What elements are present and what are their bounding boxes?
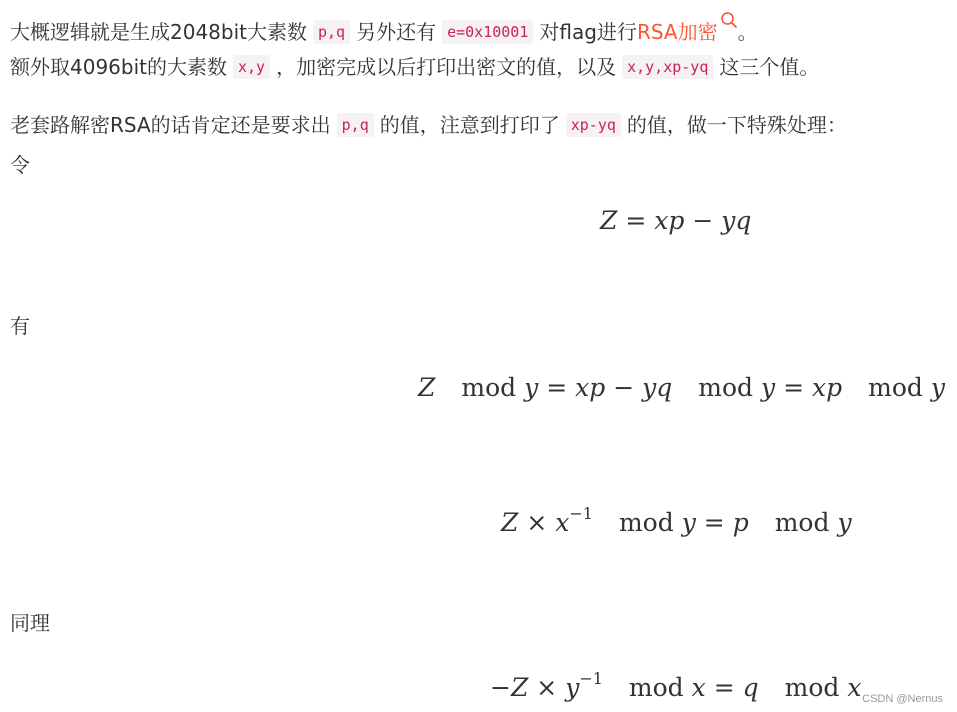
inline-code-xy: x,y: [233, 55, 270, 79]
p1-text-3: 对flag进行: [539, 20, 637, 44]
paragraph-2: [10, 47, 940, 87]
p3-text-1: 老套路解密RSA的话肯定还是要求出: [10, 113, 331, 137]
p2-text-2: ，加密完成以后打印出密文的值，以及: [276, 55, 617, 79]
paragraph-4: [10, 306, 940, 346]
watermark: CSDN @Nernus: [862, 693, 943, 705]
p1-text-2: 另外还有: [356, 20, 437, 44]
inline-code-e: e=0x10001: [442, 20, 533, 44]
paragraph-3: [10, 105, 940, 185]
p3-text-3: 的值，做一下特殊处理：: [626, 113, 847, 137]
inline-code-xy-xpyq: x,y,xp-yq: [622, 55, 713, 79]
p4-text: 有: [10, 314, 30, 338]
p5-text: 同理: [10, 611, 50, 635]
equation-3: $Z \times x^{-1}$ mod y = p mod y: [501, 504, 852, 537]
p3-text-2: 的值，注意到打印了: [379, 113, 560, 137]
p2-text-1: 额外取4096bit的大素数: [10, 55, 227, 79]
equation-2: Z mod y = xp − yq mod y = xp mod y: [418, 373, 946, 402]
rsa-encrypt-link[interactable]: [637, 20, 738, 44]
inline-code-pq: p,q: [313, 20, 350, 44]
inline-code-pq-2: p,q: [337, 113, 374, 137]
equation-4: $-Z \times y^{-1}$ mod x = q mod x: [490, 669, 862, 702]
p1-text-1: 大概逻辑就是生成2048bit大素数: [10, 20, 307, 44]
p1-text-4: 。: [737, 20, 758, 44]
paragraph-5: [10, 603, 940, 643]
p2-text-3: 这三个值。: [719, 55, 820, 79]
paragraph-1: [10, 11, 940, 52]
inline-code-xpyq: xp-yq: [566, 113, 621, 137]
magnifier-icon[interactable]: [720, 11, 738, 29]
rsa-link-label[interactable]: RSA加密: [636, 20, 718, 44]
p3-line-2: 令: [10, 153, 30, 177]
equation-1: Z = xp − yq: [600, 206, 752, 235]
